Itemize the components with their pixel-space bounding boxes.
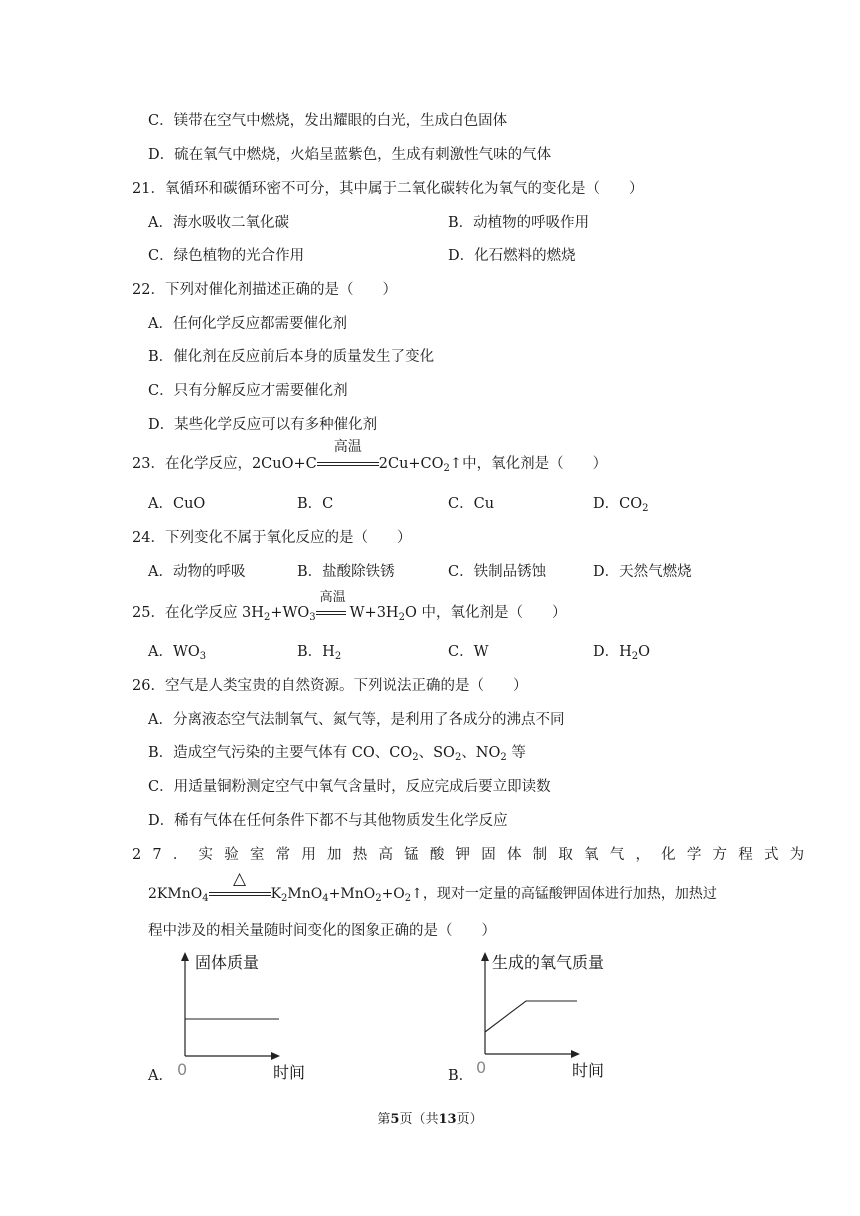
- q25-option-c: C．W: [448, 644, 489, 660]
- graph-b-origin: 0: [476, 1058, 487, 1077]
- graph-a-xlabel: 时间: [273, 1063, 306, 1082]
- q20-option-c: C．镁带在空气中燃烧，发出耀眼的白光，生成白色固体: [148, 113, 508, 129]
- q25-stem: 25．在化学反应 $3H_2+WO_3$ 高温 $W+3H_2O$ 中，氧化剂是（ ）: [132, 590, 567, 623]
- q22-option-d: D．某些化学反应可以有多种催化剂: [148, 417, 378, 433]
- q24-option-d: D．天然气燃烧: [593, 564, 692, 580]
- q22-option-a: A．任何化学反应都需要催化剂: [148, 316, 347, 332]
- q21-option-d: D．化石燃料的燃烧: [448, 248, 576, 264]
- page-footer: 第5页（共13页）: [377, 1112, 483, 1127]
- q23-condition: 高温: [333, 439, 362, 455]
- q25-equation-arrow: [316, 590, 350, 623]
- q26-stem: 26．空气是人类宝贵的自然资源。下列说法正确的是（ ）: [132, 678, 528, 694]
- q27-stem-line3: 程中涉及的相关量随时间变化的图象正确的是（ ）: [148, 923, 496, 939]
- y-axis-arrow-icon: [481, 952, 489, 961]
- q27-graph-b-label: B．: [448, 1068, 474, 1084]
- q26-option-a: A．分离液态空气法制氧气、氮气等，是利用了各成分的沸点不同: [148, 712, 565, 728]
- q26-option-b: B．造成空气污染的主要气体有 CO、$CO_2$、$SO_2$、$NO_2$ 等: [148, 745, 526, 763]
- q25-arrow-line: [316, 611, 346, 615]
- q24-option-b: B．盐酸除铁锈: [297, 564, 395, 580]
- q26-option-c: C．用适量铜粉测定空气中氧气含量时，反应完成后要立即读数: [148, 779, 551, 795]
- q23-double-bar: [317, 462, 379, 466]
- graph-b-curve: [485, 1001, 577, 1032]
- q25-condition: 高温: [319, 590, 346, 605]
- graph-a-origin: 0: [177, 1060, 188, 1079]
- q23-option-d: D．$CO_2$: [593, 496, 649, 514]
- q22-option-c: C．只有分解反应才需要催化剂: [148, 383, 348, 399]
- q21-option-a: A．海水吸收二氧化碳: [148, 215, 289, 231]
- q23-equation-arrow: [317, 439, 379, 474]
- q27-condition-heat: △: [233, 869, 247, 889]
- q23-option-c: C．Cu: [448, 496, 495, 512]
- q21-option-b: B．动植物的呼吸作用: [448, 215, 590, 231]
- q22-stem: 22．下列对催化剂描述正确的是（ ）: [132, 282, 397, 298]
- q20-option-d: D．硫在氧气中燃烧，火焰呈蓝紫色，生成有刺激性气味的气体: [148, 147, 552, 163]
- graph-b-ylabel: 生成的氧气质量: [492, 953, 605, 972]
- q27-graph-b: [465, 946, 625, 1090]
- q25-option-b: B．$H_2$: [297, 644, 342, 662]
- graph-a-ylabel: 固体质量: [195, 953, 260, 972]
- x-axis-arrow-icon: [271, 1052, 280, 1060]
- q24-option-a: A．动物的呼吸: [148, 564, 246, 580]
- q27-stem-line1: 27．实验室常用加热高锰酸钾固体制取氧气，化学方程式为: [132, 847, 816, 863]
- page-total: 13: [438, 1112, 457, 1127]
- graph-b-xlabel: 时间: [572, 1061, 605, 1080]
- q23-stem: 23．在化学反应，2CuO+C 高温 $2Cu+CO_2↑$中，氧化剂是（ ）: [132, 439, 608, 474]
- q21-stem: 21．氧循环和碳循环密不可分，其中属于二氧化碳转化为氧气的变化是（ ）: [132, 181, 644, 197]
- x-axis-arrow-icon: [571, 1050, 580, 1058]
- q23-option-b: B．C: [297, 496, 334, 512]
- q27-graph-a: [165, 950, 325, 1090]
- q25-option-d: D．$H_2O$: [593, 644, 651, 662]
- q27-double-bar: [209, 892, 271, 896]
- q25-option-a: A．$WO_3$: [148, 644, 207, 662]
- page-number: 5: [390, 1112, 400, 1127]
- q27-graph-a-label: A．: [148, 1068, 173, 1084]
- q27-equation-arrow: [209, 869, 271, 904]
- y-axis-arrow-icon: [181, 952, 189, 961]
- q26-option-d: D．稀有气体在任何条件下都不与其他物质发生化学反应: [148, 813, 508, 829]
- q27-equation-line: 2KMnO$_4$ △ $K_2MnO_4+MnO_2+O_2↑$，现对一定量的高锰酸钾固体进行加热，加热过: [148, 869, 717, 904]
- q24-stem: 24．下列变化不属于氧化反应的是（ ）: [132, 530, 412, 546]
- q23-option-a: A．CuO: [148, 496, 206, 512]
- q24-option-c: C．铁制品锈蚀: [448, 564, 547, 580]
- q21-option-c: C．绿色植物的光合作用: [148, 248, 305, 264]
- q22-option-b: B．催化剂在反应前后本身的质量发生了变化: [148, 349, 435, 365]
